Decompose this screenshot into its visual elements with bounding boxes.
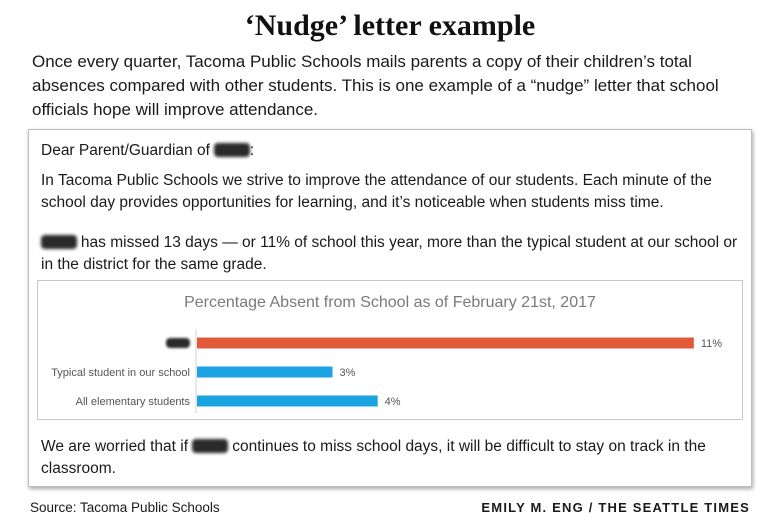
closing-text: continues to miss school days, it will be difficult to stay on track in the classroom. (41, 438, 706, 477)
source-note: Source: Tacoma Public Schools (30, 500, 220, 515)
bar (197, 367, 333, 378)
nudge-letter (28, 129, 752, 487)
credit-line: EMILY M. ENG / THE SEATTLE TIMES (481, 500, 750, 515)
category-label: All elementary students (75, 396, 190, 408)
salutation-prefix: Dear Parent/Guardian of (41, 142, 215, 159)
intro-text: Once every quarter, Tacoma Public Schools mails parents a copy of their children’s total absences compared with other students. This is one example of a “nudge” letter that school officials hope will improve attendance. (32, 52, 719, 119)
paragraph-2-text: has missed 13 days — or 11% of school this year, more than the typical student at our school or in the district for the same grade. (41, 234, 738, 273)
absence-chart (37, 280, 743, 420)
letter-closing (41, 436, 741, 480)
category-label-redacted (166, 338, 190, 348)
chart-title: Percentage Absent from School as of February 21st, 2017 (184, 294, 596, 311)
letter-paragraph-1: In Tacoma Public Schools we strive to improve the attendance of our students. Each minute of the school day provides opportunities for learning, and it’s noticeable when students miss time. (41, 172, 712, 211)
data-label: 11% (700, 338, 723, 350)
category-label: Typical student in our school (51, 367, 190, 379)
redacted-name (192, 439, 228, 453)
chart-svg (38, 281, 742, 419)
letter-salutation (41, 140, 741, 162)
bar (197, 338, 694, 349)
salutation-suffix: : (249, 142, 255, 159)
headline: ‘Nudge’ letter example (244, 9, 536, 42)
bar (197, 396, 378, 407)
closing-prefix: We are worried that if (41, 438, 193, 455)
letter-paragraph-2 (41, 232, 741, 276)
redacted-name (41, 235, 77, 249)
data-label: 3% (339, 367, 356, 379)
redacted-name (214, 143, 250, 157)
data-label: 4% (384, 396, 401, 408)
